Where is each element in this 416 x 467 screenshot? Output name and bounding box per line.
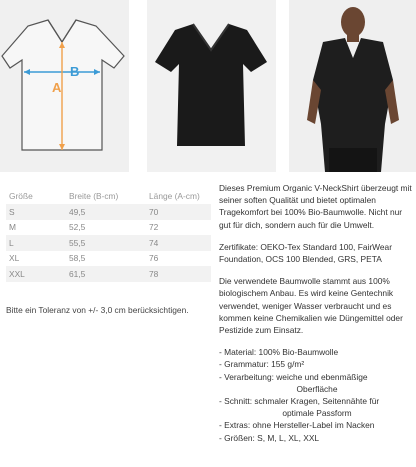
list-item: - Grammatur: 155 g/m² — [219, 359, 305, 370]
description-cotton: Die verwendete Baumwolle stammt aus 100% biologischem Anbau. Es wird keine Gentechnik verwendet, weniger Wasser verbraucht und es kommen keine Chemikalien wie Düngemittel oder Pestizide zum Einsatz. — [219, 276, 403, 336]
product-images — [0, 0, 416, 175]
table-cell: 61,5 — [66, 266, 146, 282]
table-row — [6, 266, 211, 282]
table-cell: 58,5 — [69, 253, 86, 264]
model-photo-image[interactable] — [289, 0, 416, 172]
size-diagram-image[interactable] — [0, 0, 129, 172]
table-cell: M — [9, 222, 16, 233]
list-item: - Schnitt: schmaler Kragen, Seitennähte für optimale Passform — [219, 396, 380, 419]
description-intro: Dieses Premium Organic V-NeckShirt überzeugt mit seiner soften Qualität und bietet optimalen Tragekomfort bei 100% Bio-Baumwolle. Nicht nur gut für dich, sondern auch für die Umwelt. — [219, 183, 412, 230]
list-item: - Größen: S, M, L, XL, XXL — [219, 432, 320, 443]
table-header: Größe — [9, 191, 33, 201]
table-cell: XL — [9, 253, 20, 264]
size-table — [6, 188, 211, 282]
table-cell: 72 — [149, 222, 159, 233]
table-cell: S — [6, 204, 66, 220]
table-cell: 78 — [146, 266, 211, 282]
list-item: - Extras: ohne Hersteller-Label im Nacken — [219, 420, 375, 431]
table-row — [6, 235, 211, 251]
table-cell: 55,5 — [66, 235, 146, 251]
table-cell: 49,5 — [66, 204, 146, 220]
model-photo-icon — [289, 0, 416, 172]
description-certificates: Zertifikate: OEKO-Tex Standard 100, FairWear Foundation, OCS 100 Blended, GRS, PETA — [219, 241, 392, 265]
table-cell: L — [6, 235, 66, 251]
table-row — [6, 251, 211, 267]
table-cell: 70 — [146, 204, 211, 220]
list-item: - Material: 100% Bio-Baumwolle — [219, 347, 339, 358]
feature-list — [219, 346, 415, 444]
product-flat-image[interactable] — [147, 0, 276, 172]
table-row — [6, 220, 211, 236]
label-b: B — [70, 64, 80, 79]
label-a: A — [52, 80, 62, 95]
list-item: - Verarbeitung: weiche und ebenmäßige Oberfläche — [219, 371, 368, 394]
table-header-row — [6, 188, 211, 204]
table-cell: 52,5 — [69, 222, 86, 233]
product-description — [219, 182, 415, 444]
table-row — [6, 204, 211, 220]
table-cell: 74 — [146, 235, 211, 251]
table-header: Länge (A-cm) — [149, 191, 200, 201]
tolerance-note: Bitte ein Toleranz von +/- 3,0 cm berücksichtigen. — [6, 305, 189, 315]
tshirt-outline-diagram — [0, 0, 129, 172]
table-cell: 76 — [149, 253, 159, 264]
black-vneck-shirt-icon — [147, 0, 276, 172]
table-cell: XXL — [6, 266, 66, 282]
table-header: Breite (B-cm) — [69, 191, 119, 201]
